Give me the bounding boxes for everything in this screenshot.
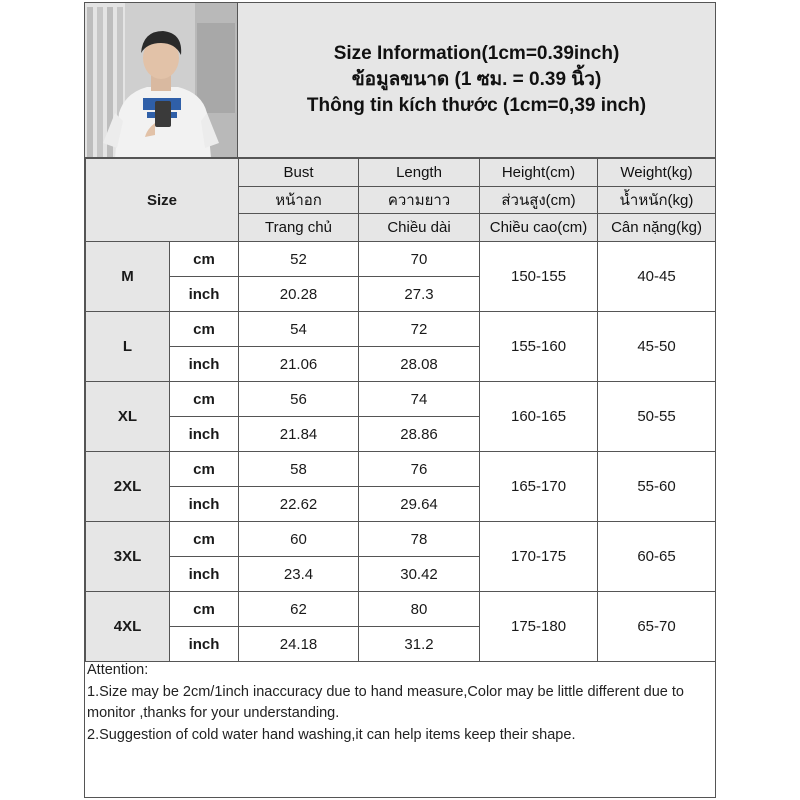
header-weight-en: Weight(kg) — [598, 159, 716, 187]
length-cm-2xl: 76 — [359, 452, 480, 487]
header-bust-th: หน้าอก — [239, 187, 359, 214]
length-inch-4xl: 31.2 — [359, 627, 480, 662]
length-inch-l: 28.08 — [359, 347, 480, 382]
bust-cm-m: 52 — [239, 242, 359, 277]
header-line-thai: ข้อมูลขนาด (1 ซม. = 0.39 นิ้ว) — [351, 69, 602, 90]
bust-inch-m: 20.28 — [239, 277, 359, 312]
bust-cm-xl: 56 — [239, 382, 359, 417]
unit-cm: cm — [170, 242, 239, 277]
unit-cm: cm — [170, 382, 239, 417]
unit-inch: inch — [170, 417, 239, 452]
height-range-xl: 160-165 — [480, 382, 598, 452]
header-height-vi: Chiều cao(cm) — [480, 214, 598, 242]
header-bust-vi: Trang chủ — [239, 214, 359, 242]
unit-inch: inch — [170, 627, 239, 662]
length-cm-3xl: 78 — [359, 522, 480, 557]
header-weight-vi: Cân nặng(kg) — [598, 214, 716, 242]
header-length-vi: Chiều dài — [359, 214, 480, 242]
attention-notes — [87, 660, 713, 746]
header-height-th: ส่วนสูง(cm) — [480, 187, 598, 214]
weight-range-l: 45-50 — [598, 312, 716, 382]
height-range-4xl: 175-180 — [480, 592, 598, 662]
length-inch-3xl: 30.42 — [359, 557, 480, 592]
length-cm-4xl: 80 — [359, 592, 480, 627]
size-chart-sheet — [84, 2, 716, 798]
header-weight-th: น้ำหนัก(kg) — [598, 187, 716, 214]
height-range-m: 150-155 — [480, 242, 598, 312]
header-length-th: ความยาว — [359, 187, 480, 214]
unit-cm: cm — [170, 592, 239, 627]
weight-range-3xl: 60-65 — [598, 522, 716, 592]
bust-inch-3xl: 23.4 — [239, 557, 359, 592]
weight-range-2xl: 55-60 — [598, 452, 716, 522]
size-label-4xl: 4XL — [86, 592, 170, 662]
height-range-l: 155-160 — [480, 312, 598, 382]
length-cm-l: 72 — [359, 312, 480, 347]
size-label-3xl: 3XL — [86, 522, 170, 592]
bust-inch-2xl: 22.62 — [239, 487, 359, 522]
attention-note-1: 1.Size may be 2cm/1inch inaccuracy due to hand measure,Color may be little different due to monitor ,thanks for your understanding. — [87, 683, 684, 721]
unit-cm: cm — [170, 312, 239, 347]
size-column-title: Size — [86, 159, 239, 242]
header-line-english: Size Information(1cm=0.39inch) — [333, 43, 620, 64]
weight-range-4xl: 65-70 — [598, 592, 716, 662]
bust-cm-2xl: 58 — [239, 452, 359, 487]
header-bust-en: Bust — [239, 159, 359, 187]
size-label-m: M — [86, 242, 170, 312]
attention-note-2: 2.Suggestion of cold water hand washing,it can help items keep their shape. — [87, 726, 576, 743]
size-label-2xl: 2XL — [86, 452, 170, 522]
attention-title: Attention: — [87, 662, 149, 678]
size-label-l: L — [86, 312, 170, 382]
bust-cm-4xl: 62 — [239, 592, 359, 627]
bust-inch-xl: 21.84 — [239, 417, 359, 452]
unit-inch: inch — [170, 277, 239, 312]
weight-range-xl: 50-55 — [598, 382, 716, 452]
size-table — [85, 158, 716, 662]
unit-cm: cm — [170, 522, 239, 557]
length-inch-m: 27.3 — [359, 277, 480, 312]
unit-cm: cm — [170, 452, 239, 487]
header-line-vietnamese: Thông tin kích thước (1cm=0,39 inch) — [306, 95, 647, 116]
size-label-xl: XL — [86, 382, 170, 452]
unit-inch: inch — [170, 557, 239, 592]
unit-inch: inch — [170, 347, 239, 382]
size-information-header — [238, 3, 715, 158]
height-range-2xl: 165-170 — [480, 452, 598, 522]
weight-range-m: 40-45 — [598, 242, 716, 312]
bust-cm-3xl: 60 — [239, 522, 359, 557]
length-inch-xl: 28.86 — [359, 417, 480, 452]
length-cm-m: 70 — [359, 242, 480, 277]
height-range-3xl: 170-175 — [480, 522, 598, 592]
header-length-en: Length — [359, 159, 480, 187]
length-cm-xl: 74 — [359, 382, 480, 417]
bust-inch-4xl: 24.18 — [239, 627, 359, 662]
header-height-en: Height(cm) — [480, 159, 598, 187]
model-photo — [85, 3, 238, 158]
bust-inch-l: 21.06 — [239, 347, 359, 382]
model-photo-illustration — [85, 3, 238, 158]
unit-inch: inch — [170, 487, 239, 522]
length-inch-2xl: 29.64 — [359, 487, 480, 522]
bust-cm-l: 54 — [239, 312, 359, 347]
